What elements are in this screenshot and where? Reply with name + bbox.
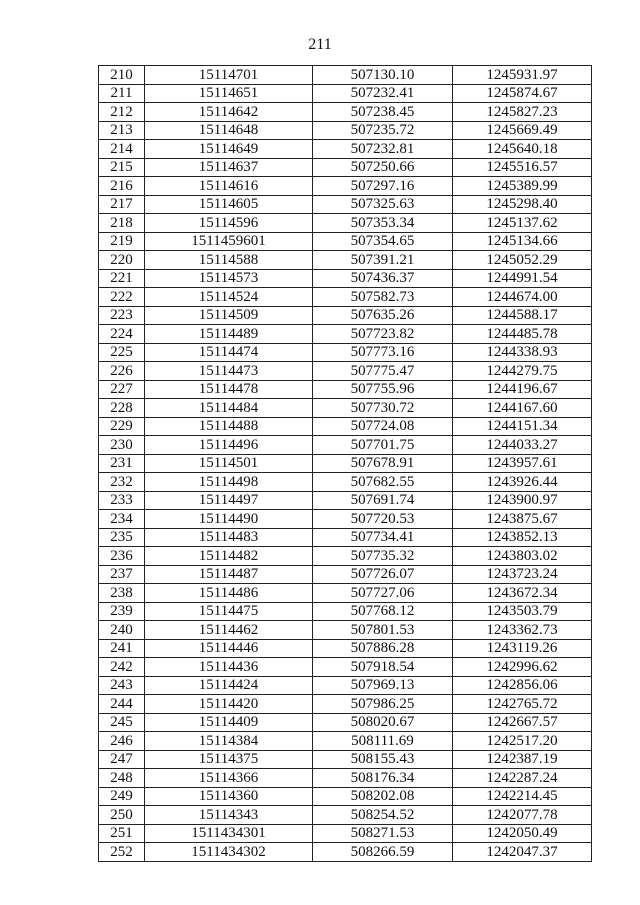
- y-coordinate-cell: 1244991.54: [453, 269, 592, 288]
- row-index-cell: 226: [99, 362, 145, 381]
- row-index-cell: 239: [99, 602, 145, 621]
- y-coordinate-cell: 1243503.79: [453, 602, 592, 621]
- point-id-cell: 15114436: [145, 658, 313, 677]
- row-index-cell: 229: [99, 417, 145, 436]
- x-coordinate-cell: 507727.06: [313, 584, 453, 603]
- point-id-cell: 15114489: [145, 325, 313, 344]
- point-id-cell: 15114424: [145, 676, 313, 695]
- x-coordinate-cell: 507969.13: [313, 676, 453, 695]
- table-row: [99, 269, 592, 288]
- y-coordinate-cell: 1244167.60: [453, 399, 592, 418]
- point-id-cell: 15114475: [145, 602, 313, 621]
- table-row: [99, 417, 592, 436]
- row-index-cell: 245: [99, 713, 145, 732]
- table-row: [99, 343, 592, 362]
- row-index-cell: 220: [99, 251, 145, 270]
- row-index-cell: 231: [99, 454, 145, 473]
- table-row: [99, 510, 592, 529]
- table-row: [99, 195, 592, 214]
- y-coordinate-cell: 1244279.75: [453, 362, 592, 381]
- table-row: [99, 769, 592, 788]
- point-id-cell: 15114478: [145, 380, 313, 399]
- x-coordinate-cell: 508020.67: [313, 713, 453, 732]
- row-index-cell: 218: [99, 214, 145, 233]
- table-row: [99, 454, 592, 473]
- table-row: [99, 232, 592, 251]
- point-id-cell: 15114486: [145, 584, 313, 603]
- table-row: [99, 565, 592, 584]
- point-id-cell: 15114483: [145, 528, 313, 547]
- row-index-cell: 213: [99, 121, 145, 140]
- y-coordinate-cell: 1242996.62: [453, 658, 592, 677]
- x-coordinate-cell: 507918.54: [313, 658, 453, 677]
- point-id-cell: 1511434302: [145, 843, 313, 862]
- point-id-cell: 15114384: [145, 732, 313, 751]
- x-coordinate-cell: 508155.43: [313, 750, 453, 769]
- table-row: [99, 380, 592, 399]
- point-id-cell: 15114596: [145, 214, 313, 233]
- point-id-cell: 15114605: [145, 195, 313, 214]
- point-id-cell: 15114509: [145, 306, 313, 325]
- row-index-cell: 230: [99, 436, 145, 455]
- point-id-cell: 15114497: [145, 491, 313, 510]
- x-coordinate-cell: 507130.10: [313, 66, 453, 85]
- y-coordinate-cell: 1244338.93: [453, 343, 592, 362]
- row-index-cell: 250: [99, 806, 145, 825]
- row-index-cell: 214: [99, 140, 145, 159]
- table-row: [99, 584, 592, 603]
- y-coordinate-cell: 1244674.00: [453, 288, 592, 307]
- point-id-cell: 15114409: [145, 713, 313, 732]
- table-row: [99, 362, 592, 381]
- x-coordinate-cell: 507726.07: [313, 565, 453, 584]
- point-id-cell: 15114701: [145, 66, 313, 85]
- table-row: [99, 621, 592, 640]
- table-row: [99, 288, 592, 307]
- table-row: [99, 103, 592, 122]
- point-id-cell: 15114375: [145, 750, 313, 769]
- row-index-cell: 238: [99, 584, 145, 603]
- x-coordinate-cell: 507724.08: [313, 417, 453, 436]
- y-coordinate-cell: 1243803.02: [453, 547, 592, 566]
- row-index-cell: 215: [99, 158, 145, 177]
- row-index-cell: 246: [99, 732, 145, 751]
- row-index-cell: 247: [99, 750, 145, 769]
- y-coordinate-cell: 1242856.06: [453, 676, 592, 695]
- x-coordinate-cell: 507720.53: [313, 510, 453, 529]
- point-id-cell: 15114487: [145, 565, 313, 584]
- row-index-cell: 237: [99, 565, 145, 584]
- table-row: [99, 491, 592, 510]
- table-row: [99, 639, 592, 658]
- y-coordinate-cell: 1242214.45: [453, 787, 592, 806]
- x-coordinate-cell: 507238.45: [313, 103, 453, 122]
- row-index-cell: 211: [99, 84, 145, 103]
- row-index-cell: 227: [99, 380, 145, 399]
- point-id-cell: 15114420: [145, 695, 313, 714]
- point-id-cell: 15114501: [145, 454, 313, 473]
- x-coordinate-cell: 507391.21: [313, 251, 453, 270]
- row-index-cell: 223: [99, 306, 145, 325]
- x-coordinate-cell: 507354.65: [313, 232, 453, 251]
- point-id-cell: 15114637: [145, 158, 313, 177]
- table-row: [99, 750, 592, 769]
- x-coordinate-cell: 507232.81: [313, 140, 453, 159]
- x-coordinate-cell: 507635.26: [313, 306, 453, 325]
- y-coordinate-cell: 1243723.24: [453, 565, 592, 584]
- point-id-cell: 15114616: [145, 177, 313, 196]
- y-coordinate-cell: 1242517.20: [453, 732, 592, 751]
- table-row: [99, 843, 592, 862]
- y-coordinate-cell: 1245827.23: [453, 103, 592, 122]
- row-index-cell: 224: [99, 325, 145, 344]
- table-row: [99, 824, 592, 843]
- row-index-cell: 228: [99, 399, 145, 418]
- x-coordinate-cell: 507986.25: [313, 695, 453, 714]
- row-index-cell: 235: [99, 528, 145, 547]
- point-id-cell: 15114482: [145, 547, 313, 566]
- y-coordinate-cell: 1242047.37: [453, 843, 592, 862]
- row-index-cell: 252: [99, 843, 145, 862]
- row-index-cell: 242: [99, 658, 145, 677]
- row-index-cell: 222: [99, 288, 145, 307]
- x-coordinate-cell: 507232.41: [313, 84, 453, 103]
- table-row: [99, 399, 592, 418]
- y-coordinate-cell: 1242765.72: [453, 695, 592, 714]
- row-index-cell: 212: [99, 103, 145, 122]
- row-index-cell: 249: [99, 787, 145, 806]
- y-coordinate-cell: 1242077.78: [453, 806, 592, 825]
- x-coordinate-cell: 507353.34: [313, 214, 453, 233]
- point-id-cell: 15114524: [145, 288, 313, 307]
- row-index-cell: 210: [99, 66, 145, 85]
- x-coordinate-cell: 507235.72: [313, 121, 453, 140]
- point-id-cell: 15114488: [145, 417, 313, 436]
- row-index-cell: 244: [99, 695, 145, 714]
- table-row: [99, 676, 592, 695]
- row-index-cell: 236: [99, 547, 145, 566]
- page-number: 211: [308, 36, 332, 53]
- x-coordinate-cell: 507773.16: [313, 343, 453, 362]
- table-row: [99, 732, 592, 751]
- table-row: [99, 177, 592, 196]
- table-row: [99, 306, 592, 325]
- x-coordinate-cell: 507691.74: [313, 491, 453, 510]
- x-coordinate-cell: 507678.91: [313, 454, 453, 473]
- y-coordinate-cell: 1245389.99: [453, 177, 592, 196]
- x-coordinate-cell: 507297.16: [313, 177, 453, 196]
- table-row: [99, 473, 592, 492]
- y-coordinate-cell: 1244485.78: [453, 325, 592, 344]
- table-row: [99, 787, 592, 806]
- row-index-cell: 217: [99, 195, 145, 214]
- row-index-cell: 225: [99, 343, 145, 362]
- x-coordinate-cell: 507886.28: [313, 639, 453, 658]
- y-coordinate-cell: 1244151.34: [453, 417, 592, 436]
- table-row: [99, 658, 592, 677]
- x-coordinate-cell: 507734.41: [313, 528, 453, 547]
- x-coordinate-cell: 508176.34: [313, 769, 453, 788]
- point-id-cell: 15114484: [145, 399, 313, 418]
- table-row: [99, 602, 592, 621]
- row-index-cell: 240: [99, 621, 145, 640]
- point-id-cell: 15114366: [145, 769, 313, 788]
- y-coordinate-cell: 1245669.49: [453, 121, 592, 140]
- table-row: [99, 547, 592, 566]
- x-coordinate-cell: 507735.32: [313, 547, 453, 566]
- point-id-cell: 15114496: [145, 436, 313, 455]
- x-coordinate-cell: 507701.75: [313, 436, 453, 455]
- x-coordinate-cell: 507768.12: [313, 602, 453, 621]
- table-row: [99, 251, 592, 270]
- y-coordinate-cell: 1245298.40: [453, 195, 592, 214]
- point-id-cell: 15114473: [145, 362, 313, 381]
- x-coordinate-cell: 507682.55: [313, 473, 453, 492]
- table-row: [99, 695, 592, 714]
- y-coordinate-cell: 1243362.73: [453, 621, 592, 640]
- table-row: [99, 806, 592, 825]
- y-coordinate-cell: 1242287.24: [453, 769, 592, 788]
- x-coordinate-cell: 507582.73: [313, 288, 453, 307]
- y-coordinate-cell: 1242050.49: [453, 824, 592, 843]
- row-index-cell: 221: [99, 269, 145, 288]
- x-coordinate-cell: 507250.66: [313, 158, 453, 177]
- x-coordinate-cell: 507325.63: [313, 195, 453, 214]
- point-id-cell: 1511459601: [145, 232, 313, 251]
- row-index-cell: 251: [99, 824, 145, 843]
- y-coordinate-cell: 1243119.26: [453, 639, 592, 658]
- y-coordinate-cell: 1243900.97: [453, 491, 592, 510]
- x-coordinate-cell: 507755.96: [313, 380, 453, 399]
- y-coordinate-cell: 1245134.66: [453, 232, 592, 251]
- x-coordinate-cell: 508271.53: [313, 824, 453, 843]
- coordinates-table: [98, 65, 592, 862]
- point-id-cell: 15114498: [145, 473, 313, 492]
- table-row: [99, 66, 592, 85]
- y-coordinate-cell: 1244196.67: [453, 380, 592, 399]
- table-row: [99, 121, 592, 140]
- y-coordinate-cell: 1243926.44: [453, 473, 592, 492]
- row-index-cell: 232: [99, 473, 145, 492]
- y-coordinate-cell: 1243957.61: [453, 454, 592, 473]
- x-coordinate-cell: 507730.72: [313, 399, 453, 418]
- x-coordinate-cell: 507801.53: [313, 621, 453, 640]
- y-coordinate-cell: 1243875.67: [453, 510, 592, 529]
- x-coordinate-cell: 508111.69: [313, 732, 453, 751]
- point-id-cell: 15114446: [145, 639, 313, 658]
- point-id-cell: 1511434301: [145, 824, 313, 843]
- table-row: [99, 325, 592, 344]
- y-coordinate-cell: 1242667.57: [453, 713, 592, 732]
- table-row: [99, 214, 592, 233]
- row-index-cell: 248: [99, 769, 145, 788]
- y-coordinate-cell: 1244588.17: [453, 306, 592, 325]
- y-coordinate-cell: 1245137.62: [453, 214, 592, 233]
- x-coordinate-cell: 508202.08: [313, 787, 453, 806]
- point-id-cell: 15114360: [145, 787, 313, 806]
- table-row: [99, 528, 592, 547]
- x-coordinate-cell: 508254.52: [313, 806, 453, 825]
- x-coordinate-cell: 507723.82: [313, 325, 453, 344]
- y-coordinate-cell: 1242387.19: [453, 750, 592, 769]
- table-row: [99, 713, 592, 732]
- table-row: [99, 84, 592, 103]
- row-index-cell: 219: [99, 232, 145, 251]
- table-row: [99, 140, 592, 159]
- y-coordinate-cell: 1245931.97: [453, 66, 592, 85]
- y-coordinate-cell: 1243852.13: [453, 528, 592, 547]
- point-id-cell: 15114648: [145, 121, 313, 140]
- table-row: [99, 436, 592, 455]
- x-coordinate-cell: 507775.47: [313, 362, 453, 381]
- y-coordinate-cell: 1245874.67: [453, 84, 592, 103]
- point-id-cell: 15114651: [145, 84, 313, 103]
- row-index-cell: 241: [99, 639, 145, 658]
- point-id-cell: 15114490: [145, 510, 313, 529]
- point-id-cell: 15114642: [145, 103, 313, 122]
- x-coordinate-cell: 508266.59: [313, 843, 453, 862]
- point-id-cell: 15114462: [145, 621, 313, 640]
- point-id-cell: 15114573: [145, 269, 313, 288]
- y-coordinate-cell: 1244033.27: [453, 436, 592, 455]
- point-id-cell: 15114343: [145, 806, 313, 825]
- row-index-cell: 216: [99, 177, 145, 196]
- row-index-cell: 233: [99, 491, 145, 510]
- table-row: [99, 158, 592, 177]
- x-coordinate-cell: 507436.37: [313, 269, 453, 288]
- y-coordinate-cell: 1245640.18: [453, 140, 592, 159]
- point-id-cell: 15114588: [145, 251, 313, 270]
- row-index-cell: 234: [99, 510, 145, 529]
- y-coordinate-cell: 1243672.34: [453, 584, 592, 603]
- point-id-cell: 15114474: [145, 343, 313, 362]
- row-index-cell: 243: [99, 676, 145, 695]
- point-id-cell: 15114649: [145, 140, 313, 159]
- y-coordinate-cell: 1245052.29: [453, 251, 592, 270]
- y-coordinate-cell: 1245516.57: [453, 158, 592, 177]
